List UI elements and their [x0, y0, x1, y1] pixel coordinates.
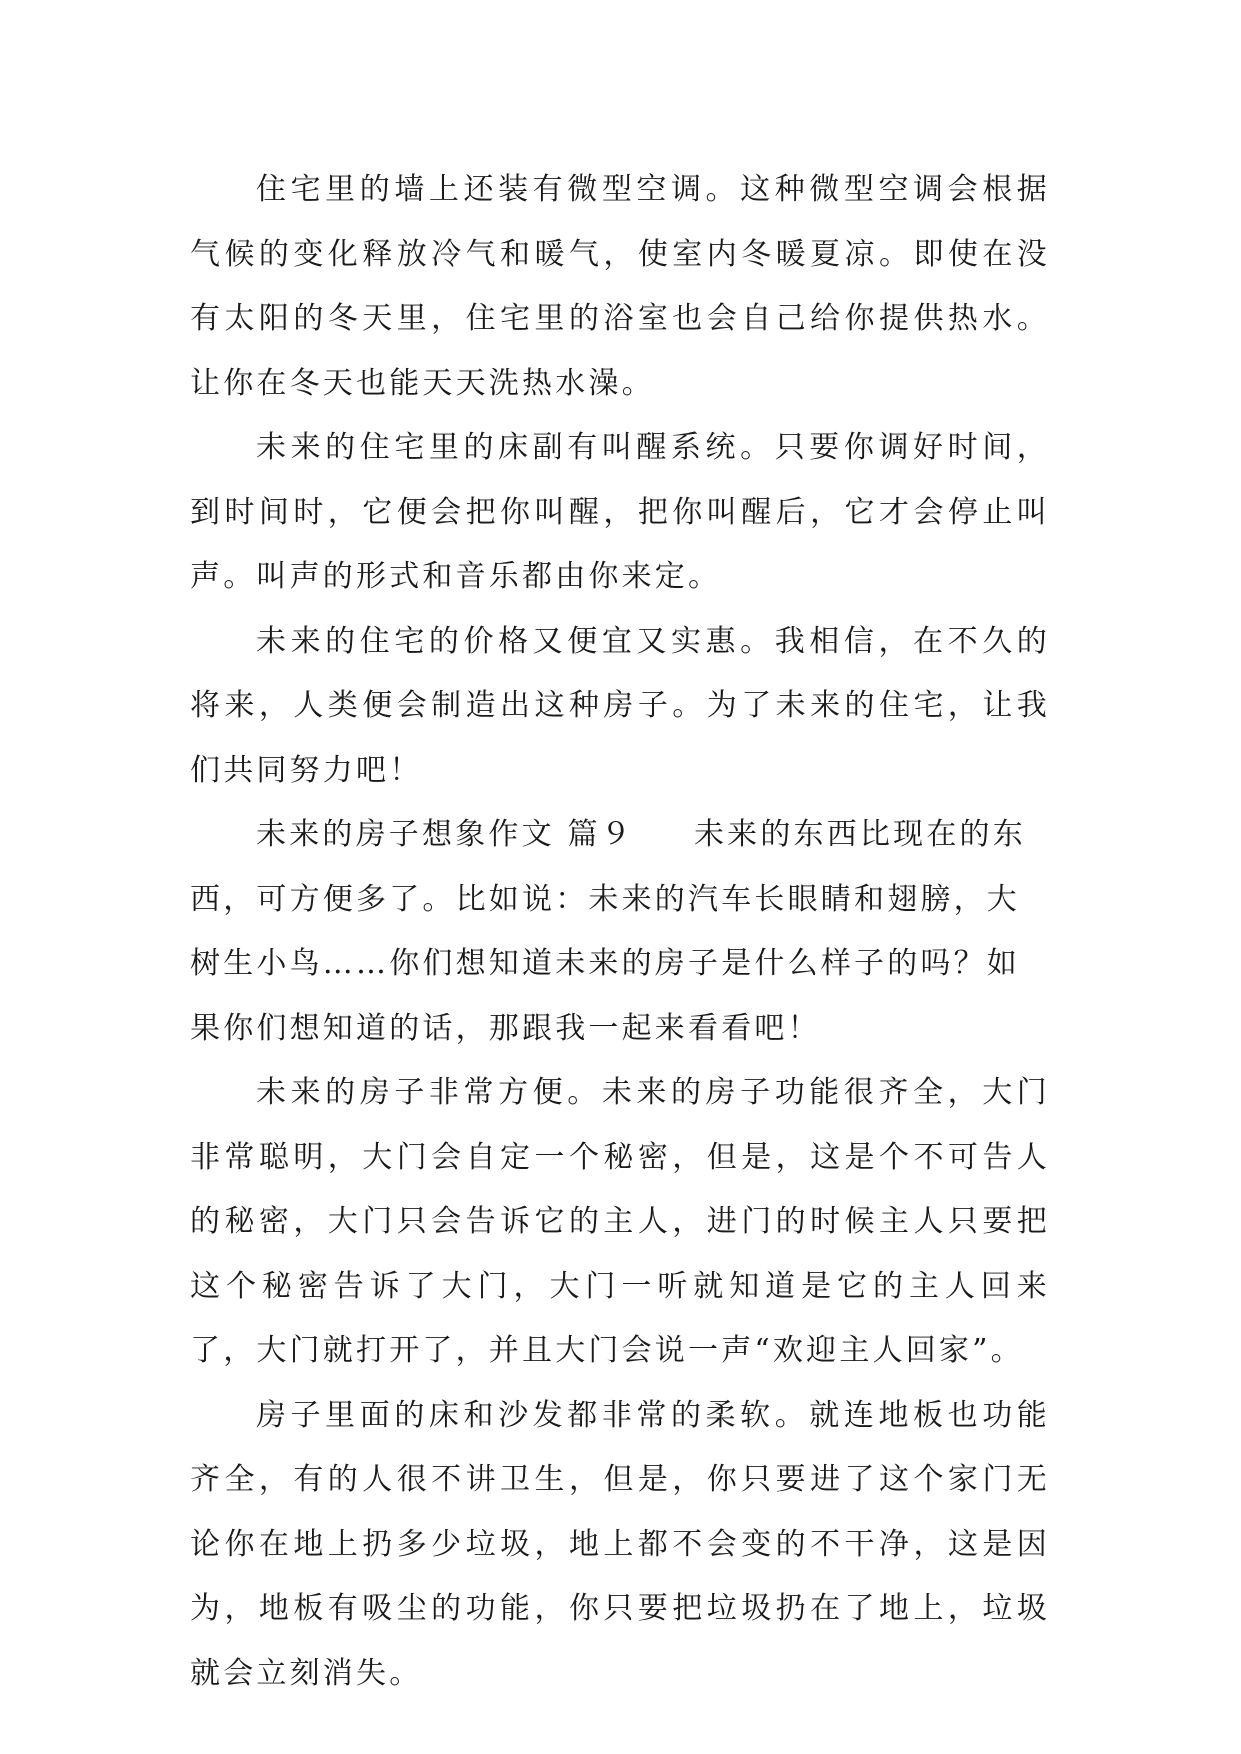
section-heading-line: [190, 803, 1050, 1061]
section-intro: 未来的东西比现在的东西，可方便多了。比如说：未来的汽车长眼睛和翅膀，大树生小鸟……你们想知道未来的房子是什么样子的吗？如果你们想知道的话，那跟我一起来看看吧！: [190, 817, 1026, 1046]
paragraph-wake-up-bed: 未来的住宅里的床副有叫醒系统。只要你调好时间，到时间时，它便会把你叫醒，把你叫醒后，它才会停止叫声。叫声的形式和音乐都由你来定。: [190, 430, 1050, 594]
section-heading: 未来的房子想象作文 篇９: [256, 817, 634, 852]
paragraph-smart-door: 未来的房子非常方便。未来的房子功能很齐全，大门非常聪明，大门会自定一个秘密，但是，这是个不可告人的秘密，大门只会告诉它的主人，进门的时候主人只要把这个秘密告诉了大门，大门一听就知道是它的主人回来了，大门就打开了，并且大门会说一声“欢迎主人回家”。: [190, 1075, 1050, 1368]
document-body: [190, 158, 1050, 1706]
paragraph-price: 未来的住宅的价格又便宜又实惠。我相信，在不久的将来，人类便会制造出这种房子。为了未来的住宅，让我们共同努力吧！: [190, 623, 1050, 788]
paragraph-air-conditioner: 住宅里的墙上还装有微型空调。这种微型空调会根据气候的变化释放冷气和暖气，使室内冬暖夏凉。即使在没有太阳的冬天里，住宅里的浴室也会自己给你提供热水。让你在冬天也能天天洗热水澡。: [190, 172, 1050, 401]
paragraph-smart-floor: 房子里面的床和沙发都非常的柔软。就连地板也功能齐全，有的人很不讲卫生，但是，你只要进了这个家门无论你在地上扔多少垃圾，地上都不会变的不干净，这是因为，地板有吸尘的功能，你只要把垃圾扔在了地上，垃圾就会立刻消失。: [190, 1397, 1050, 1691]
